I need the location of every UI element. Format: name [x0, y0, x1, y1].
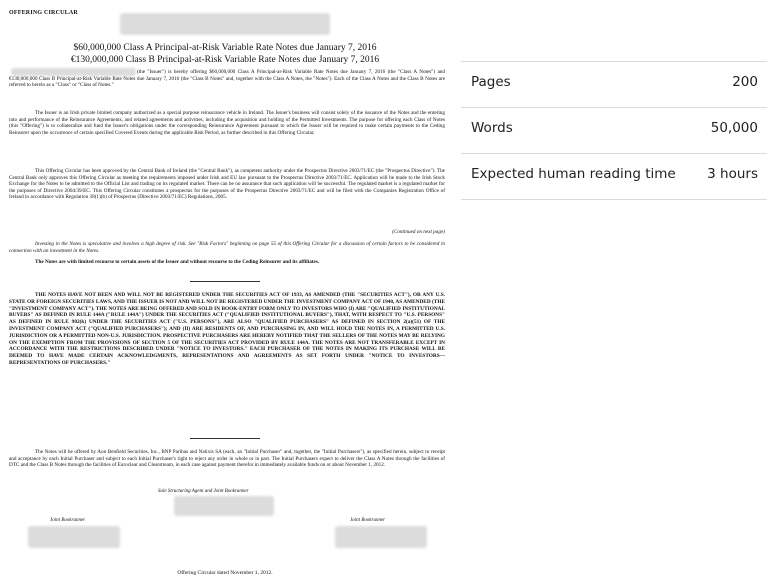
stats-value: 50,000: [710, 120, 758, 136]
divider-bottom: [190, 438, 260, 439]
intro-paragraph: [9, 69, 445, 89]
stats-row-reading-time: [461, 153, 767, 200]
limited-recourse-note: The Notes are with limited recourse to certain assets of the Issuer and without recourse to the Ceding Reinsurer and its affiliates.: [35, 259, 320, 265]
offering-date: Offering Circular dated November 1, 2012.: [177, 570, 273, 576]
joint-bookrunner-right-label: Joint Bookrunner: [350, 518, 386, 523]
risk-factors-note: Investing in the Notes is speculative and involves a high degree of risk. See "Risk Factors" beginning on page 55 of this Offering Circular for a discussion of certain factors to be considered in connection with an investment in the Notes.: [9, 241, 445, 254]
document-stats-table: [461, 61, 767, 200]
joint-bookrunner-left-label: Joint Bookrunner: [50, 518, 86, 523]
stats-label: Words: [471, 120, 513, 136]
stats-value: 3 hours: [707, 166, 758, 182]
redacted-bookrunner-left-logo: [28, 526, 120, 548]
stats-row-words: [461, 107, 767, 153]
divider-top: [190, 281, 260, 282]
stats-label: Expected human reading time: [471, 166, 676, 182]
continued-note: (Continued on next page): [392, 229, 445, 235]
redacted-bookrunner-right-logo: [335, 526, 427, 548]
redacted-sole-agent-logo: [174, 496, 274, 516]
initial-purchasers-paragraph: The Notes will be offered by Aon Benfield Securities, Inc., BNP Paribas and Natixis SA (each, an "Initial Purchaser" and, together, the "Initial Purchasers"), as specified herein, subject to receipt and acceptance by each Initial Purchaser and subject to each Initial Purchaser's right to reject any order in whole or in part. The Initial Purchasers expect to deliver the Class A Notes through the facilities of DTC and the Class B Notes through the facilities of Euroclear and Clearstream, in each case against payment therefor in immediately available funds on or about November 1, 2012.: [9, 449, 445, 469]
sole-structuring-agent-label: Sole Structuring Agent and Joint Bookrunner: [158, 489, 249, 494]
redacted-issuer-name: [120, 13, 330, 35]
title-line-1: $60,000,000 Class A Principal-at-Risk Variable Rate Notes due January 7, 2016: [73, 43, 377, 53]
issuer-description-paragraph: The Issuer is an Irish private limited company authorized as a special purpose reinsurance vehicle in Ireland. The Issuer's business will consist solely of the issuance of the Notes and the entering into and performance of the Reinsurance Agreements, and related agreements and activities, including the acquisition and holding of the Permitted Investments. The purpose for offering each Class of Notes (this "Offering") is to collateralize and fund the Issuer's obligations under the corresponding Reinsurance Agreement pursuant to which the Issuer will be required to make certain payments to the Ceding Reinsurer upon the occurrence of certain specified Covered Events during the applicable Risk Period, as further described in this Offering Circular.: [9, 110, 445, 136]
stats-label: Pages: [471, 74, 511, 90]
document-header: OFFERING CIRCULAR: [9, 10, 78, 16]
stats-row-pages: [461, 61, 767, 107]
central-bank-paragraph: This Offering Circular has been approved by the Central Bank of Ireland (the "Central Bank"), as competent authority under the Prospectus Directive 2003/71/EC (the "Prospectus Directive"). The Central Bank only approves this Offering Circular as meeting the requirements imposed under Irish and EU law pursuant to the Prospectus Directive 2003/71/EC. Application will be made to the Irish Stock Exchange for the Notes to be admitted to the Official List and trading on its regulated market. There can be no assurance that such application will be successful. The regulated market is a regulated market for the purposes of Directive 2004/39/EC. This Offering Circular constitutes a prospectus for the purposes of the Prospectus Directive 2003/71/EC and will be filed with the Companies Registration Office of Ireland in accordance with Regulation 38(1)(b) of Prospectus (Directive 2003/71/EC) Regulations, 2005.: [9, 168, 445, 201]
securities-act-notice: THE NOTES HAVE NOT BEEN AND WILL NOT BE REGISTERED UNDER THE SECURITIES ACT OF 1933, AS AMENDED (THE "SECURITIES ACT"), OR ANY U.S. STATE OR FOREIGN SECURITIES LAWS, AND THE ISSUER IS NOT AND WILL NOT BE REGISTERED UNDER THE INVESTMENT COMPANY ACT OF 1940, AS AMENDED (THE "INVESTMENT COMPANY ACT"). THE NOTES ARE BEING OFFERED AND SOLD IN BOOK-ENTRY FORM ONLY TO INVESTORS WHO (I) ARE "QUALIFIED INSTITUTIONAL BUYERS" AS DEFINED IN RULE 144A ("RULE 144A") UNDER THE SECURITIES ACT ("QUALIFIED INSTITUTIONAL BUYERS"), THAT, WITH RESPECT TO "U.S. PERSONS" AS DEFINED IN RULE 902(k) UNDER THE SECURITIES ACT ("U.S. PERSONS"), ARE ALSO "QUALIFIED PURCHASERS" AS DEFINED IN SECTION 2(a)(51) OF THE INVESTMENT COMPANY ACT ("QUALIFIED PURCHASERS"); AND (II) ARE RESIDENTS OF, AND PURCHASING IN, AND WILL HOLD THE NOTES IN, A PERMITTED U.S. JURISDICTION OR A PERMITTED NON-U.S. JURISDICTION. PROSPECTIVE PURCHASERS ARE HEREBY NOTIFIED THAT THE SELLERS OF THE NOTES MAY BE RELYING ON THE EXEMPTION FROM THE PROVISIONS OF SECTION 5 OF THE SECURITIES ACT PROVIDED BY RULE 144A. THE NOTES ARE NOT TRANSFERABLE EXCEPT IN ACCORDANCE WITH THE RESTRICTIONS DESCRIBED UNDER "NOTICE TO INVESTORS." EACH PURCHASER OF THE NOTES IN MAKING ITS PURCHASE WILL BE DEEMED TO HAVE MADE CERTAIN ACKNOWLEDGMENTS, REPRESENTATIONS AND AGREEMENTS AS SET FORTH UNDER "NOTICE TO INVESTORS—REPRESENTATIONS OF PURCHASERS.": [9, 292, 445, 366]
stats-value: 200: [732, 74, 758, 90]
intro-paragraph-text: (the "Issuer") is hereby offering $60,000,000 Class A Principal-at-Risk Variable Rate Notes due January 7, 2016 (the "Class A Notes") and €130,000,000 Class B Principal-at-Risk Variable Rate Notes due January 7, 2016 (the "Class B Notes" and, together with the Class A Notes, the "Notes"). Each of the Class A Notes and the Class B Notes are referred to herein as a "Class" or "Class of Notes.": [9, 69, 445, 89]
title-line-2: €130,000,000 Class B Principal-at-Risk Variable Rate Notes due January 7, 2016: [70, 55, 380, 65]
